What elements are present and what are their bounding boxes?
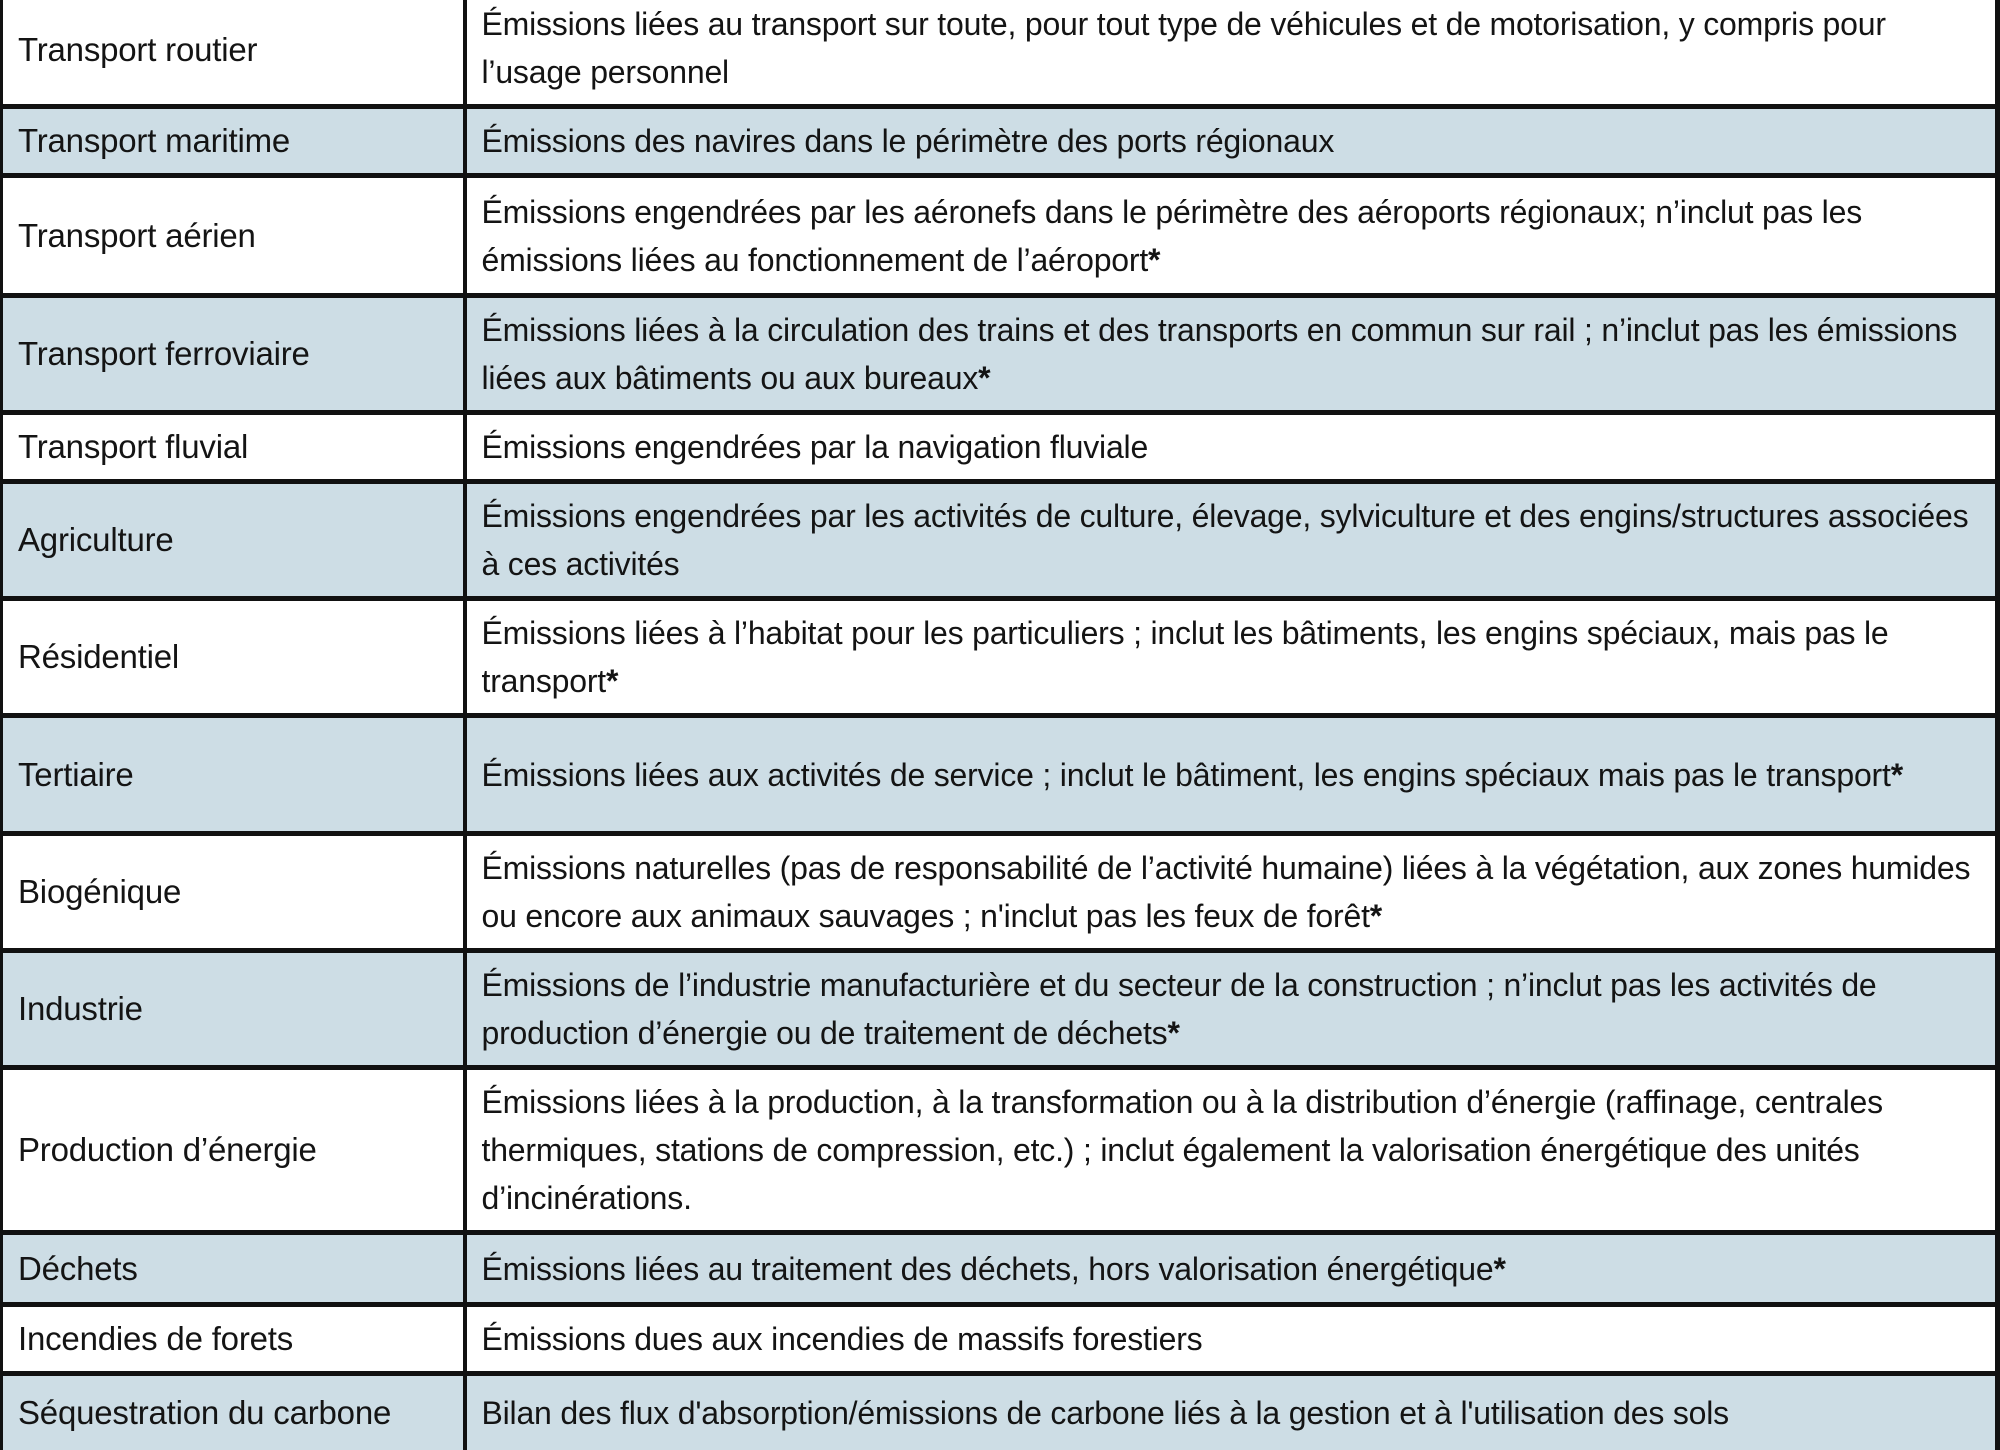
footnote-asterisk: * (1148, 241, 1161, 278)
category-label: Transport fluvial (2, 413, 465, 482)
description-text: Émissions de l’industrie manufacturière et du secteur de la construction ; n’inclut pas les activités de production d’énergie ou de traitement de déchets (481, 967, 1877, 1051)
category-description (465, 176, 1998, 296)
description-text: Émissions liées à la production, à la transformation ou à la distribution d’énergie (raffinage, centrales thermiques, stations de compression, etc.) ; inclut également la valorisation énergétique des unités d’incinérations. (481, 1084, 1883, 1216)
table-row (2, 482, 1998, 599)
category-label: Transport aérien (2, 176, 465, 296)
table-row (2, 1374, 1998, 1450)
description-text: Émissions des navires dans le périmètre des ports régionaux (481, 123, 1335, 159)
table-row (2, 951, 1998, 1068)
category-label: Industrie (2, 951, 465, 1068)
footnote-asterisk: * (605, 663, 619, 699)
description-text: Émissions dues aux incendies de massifs forestiers (481, 1321, 1203, 1357)
description-text: Émissions liées à la circulation des trains et des transports en commun sur rail ; n’inclut pas les émissions liées aux bâtiments ou aux bureaux (481, 312, 1958, 396)
footnote-asterisk: * (1369, 898, 1383, 934)
category-label: Séquestration du carbone (2, 1374, 465, 1450)
category-label: Résidentiel (2, 599, 465, 716)
category-description (465, 1068, 1998, 1233)
table-row (2, 296, 1998, 413)
table-row (2, 0, 1998, 107)
category-description (465, 1374, 1998, 1450)
category-label: Tertiaire (2, 716, 465, 834)
description-text: Émissions liées au transport sur toute, pour tout type de véhicules et de motorisation, y compris pour l’usage personnel (481, 6, 1886, 90)
table-row (2, 716, 1998, 834)
category-label: Transport ferroviaire (2, 296, 465, 413)
description-text: Émissions engendrées par les aéronefs dans le périmètre des aéroports régionaux; n’inclut pas les émissions liées au fonctionnement de l’aéroport (481, 193, 1862, 278)
table-row (2, 107, 1998, 176)
table-row (2, 176, 1998, 296)
description-text: Émissions engendrées par les activités de culture, élevage, sylviculture et des engins/structures associées à ces activités (481, 498, 1969, 582)
category-description (465, 413, 1998, 482)
category-label: Agriculture (2, 482, 465, 599)
category-label: Transport routier (18, 31, 258, 68)
category-label: Production d’énergie (2, 1068, 465, 1233)
description-text: Émissions liées au traitement des déchets, hors valorisation énergétique (481, 1250, 1494, 1287)
category-label: Incendies de forets (2, 1305, 465, 1374)
description-text: Émissions engendrées par la navigation fluviale (481, 429, 1149, 465)
category-description (465, 0, 1998, 107)
description-text: Émissions liées à l’habitat pour les particuliers ; inclut les bâtiments, les engins spéciaux, mais pas le transport (481, 615, 1889, 699)
category-description (465, 599, 1998, 716)
table-row (2, 413, 1998, 482)
category-description (465, 951, 1998, 1068)
category-description (465, 296, 1998, 413)
table-row (2, 1068, 1998, 1233)
description-text: Émissions liées aux activités de service ; inclut le bâtiment, les engins spéciaux mais pas le transport (481, 756, 1891, 793)
category-label: Transport maritime (2, 107, 465, 176)
description-text: Émissions naturelles (pas de responsabilité de l’activité humaine) liées à la végétation, aux zones humides ou encore aux animaux sauvages ; n'inclut pas les feux de forêt (481, 850, 1971, 934)
footnote-asterisk: * (1890, 756, 1903, 793)
footnote-asterisk: * (1167, 1015, 1180, 1051)
category-description (465, 1233, 1998, 1305)
category-description (465, 716, 1998, 834)
table-row (2, 1305, 1998, 1374)
category-label: Biogénique (2, 834, 465, 951)
table-row (2, 599, 1998, 716)
category-label: Déchets (2, 1233, 465, 1305)
footnote-asterisk: * (1493, 1250, 1506, 1287)
category-description (465, 107, 1998, 176)
category-description (465, 834, 1998, 951)
category-description (465, 482, 1998, 599)
table-row (2, 1233, 1998, 1305)
footnote-asterisk: * (978, 360, 991, 396)
category-description (465, 1305, 1998, 1374)
table-row (2, 834, 1998, 951)
description-text: Bilan des flux d'absorption/émissions de carbone liés à la gestion et à l'utilisation des sols (481, 1394, 1729, 1431)
